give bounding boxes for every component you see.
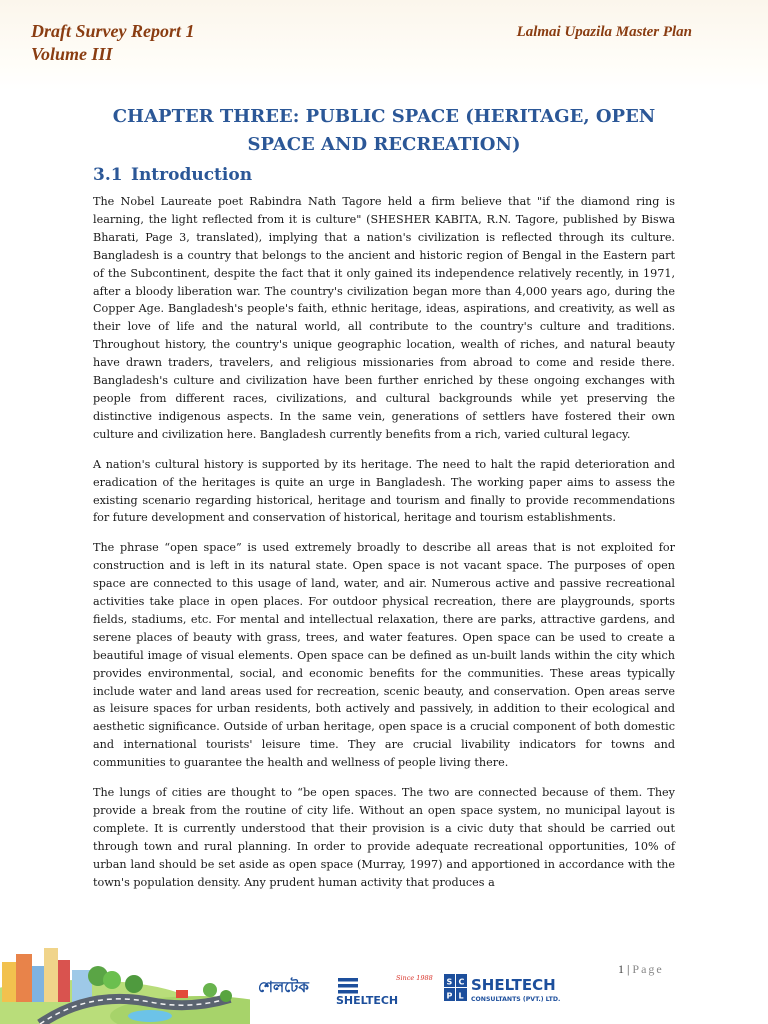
logo-sheltech-text: SHELTECH	[336, 994, 399, 1006]
sheltech-logo-icon	[338, 978, 358, 994]
report-title	[31, 20, 195, 66]
paragraph-3: The phrase “open space” is used extremely broadly to describe all areas that is not exploited for construction and is left in its natural state. Open space is not vacant space. The purposes of open space are connected to this usage of land, water, and air. Numerous active and passive recreational activities take place in open places. For outdoor physical recreation, there are playgrounds, sports fields, stadiums, etc. For mental and intellectual relaxation, there are parks, attractive gardens, and serene places of beauty with grass, trees, and water features. Open space can be used to create a beautiful image of visual elements. Open space can be defined as un-built lands within the city which provides environmental, social, and economic benefits for the communities. These areas typically include water and land areas used for recreation, scenic beauty, and conservation. Open areas serve as leisure spaces for urban residents, both actively and passively, in addition to their ecological and aesthetic significance. Outside of urban heritage, open space is a crucial component of both domestic and international tourists' leisure time. They are crucial livability indicators for towns and communities to guarantee the health and wellness of people living there.	[93, 541, 675, 770]
body-text	[93, 193, 675, 904]
scpl-logo-icon	[444, 974, 467, 1001]
logo-consult-sub: CONSULTANTS (PVT.) LTD.	[471, 996, 561, 1003]
project-title: Lalmai Upazila Master Plan	[516, 24, 692, 40]
scpl-s: S	[446, 977, 453, 987]
logo-since-text: Since 1988	[396, 974, 433, 982]
page-label: Page	[632, 962, 664, 976]
scpl-c: C	[458, 977, 465, 987]
chapter-title: CHAPTER THREE: PUBLIC SPACE (HERITAGE, OPEN SPACE AND RECREATION)	[112, 106, 656, 155]
section-number: 3.1	[93, 165, 123, 185]
page-number	[618, 962, 664, 977]
report-title-line2: Volume III	[31, 44, 113, 64]
logo-consult-name: SHELTECH	[471, 976, 556, 994]
sheltech-logos	[258, 970, 568, 1006]
section-heading	[93, 165, 252, 185]
page-number-value: 1	[618, 962, 624, 976]
scpl-p: P	[446, 991, 453, 1001]
paragraph-2: A nation's cultural history is supported by its heritage. The need to halt the rapid deterioration and eradication of the heritages is quite an urge in Bangladesh. The working paper aims to assess the existing scenario regarding historical, heritage and tourism and finally to provide recommendations for future development and conservation of historical, heritage and tourism establishments.	[93, 457, 675, 525]
page-separator: |	[627, 962, 630, 976]
paragraph-4: The lungs of cities are thought to “be open spaces. The two are connected because of them. They provide a break from the routine of city life. Without an open space system, no municipal layout is complete. It is currently understood that their provision is a civic duty that should be carried out through town and rural planning. In order to provide adequate recreational opportunities, 10% of urban land should be set aside as open space (Murray, 1997) and apportioned in accordance with the town's population density. Any prudent human activity that produces a	[93, 786, 675, 889]
scpl-l: L	[458, 991, 464, 1001]
paragraph-1: The Nobel Laureate poet Rabindra Nath Tagore held a firm believe that "if the diamond ring is learning, the light reflected from it is culture" (SHESHER KABITA, R.N. Tagore, published by Biswa Bharati, Page 3, translated), implying that a nation's civilization is reflected through its culture. Bangladesh is a country that belongs to the ancient and historic region of Bengal in the Eastern part of the Subcontinent, despite the fact that it only gained its independence relatively recently, in 1971, after a bloody liberation war. The country's civilization began more than 4,000 years ago, during the Copper Age. Bangladesh's people's faith, ethnic heritage, ideas, aspirations, and creativity, as well as their love of life and the natural world, all contribute to the country's culture and traditions. Throughout history, the country's unique geographic location, wealth of riches, and natural beauty have drawn traders, travelers, and religious missionaries from abroad to come and reside there. Bangladesh's culture and civilization have been further enriched by these ongoing exchanges with people from different races, civilizations, and cultural backgrounds while yet preserving the distinctive indigenous aspects. In the same vein, generations of settlers have fostered their own culture and civilization here. Bangladesh currently benefits from a rich, varied cultural legacy.	[93, 195, 675, 441]
logo-bangla-text: শেলটেক	[258, 978, 309, 996]
report-title-line1: Draft Survey Report 1	[31, 21, 195, 41]
city-park-illustration	[0, 940, 250, 1024]
page-header	[0, 0, 768, 90]
section-title: Introduction	[131, 165, 253, 185]
